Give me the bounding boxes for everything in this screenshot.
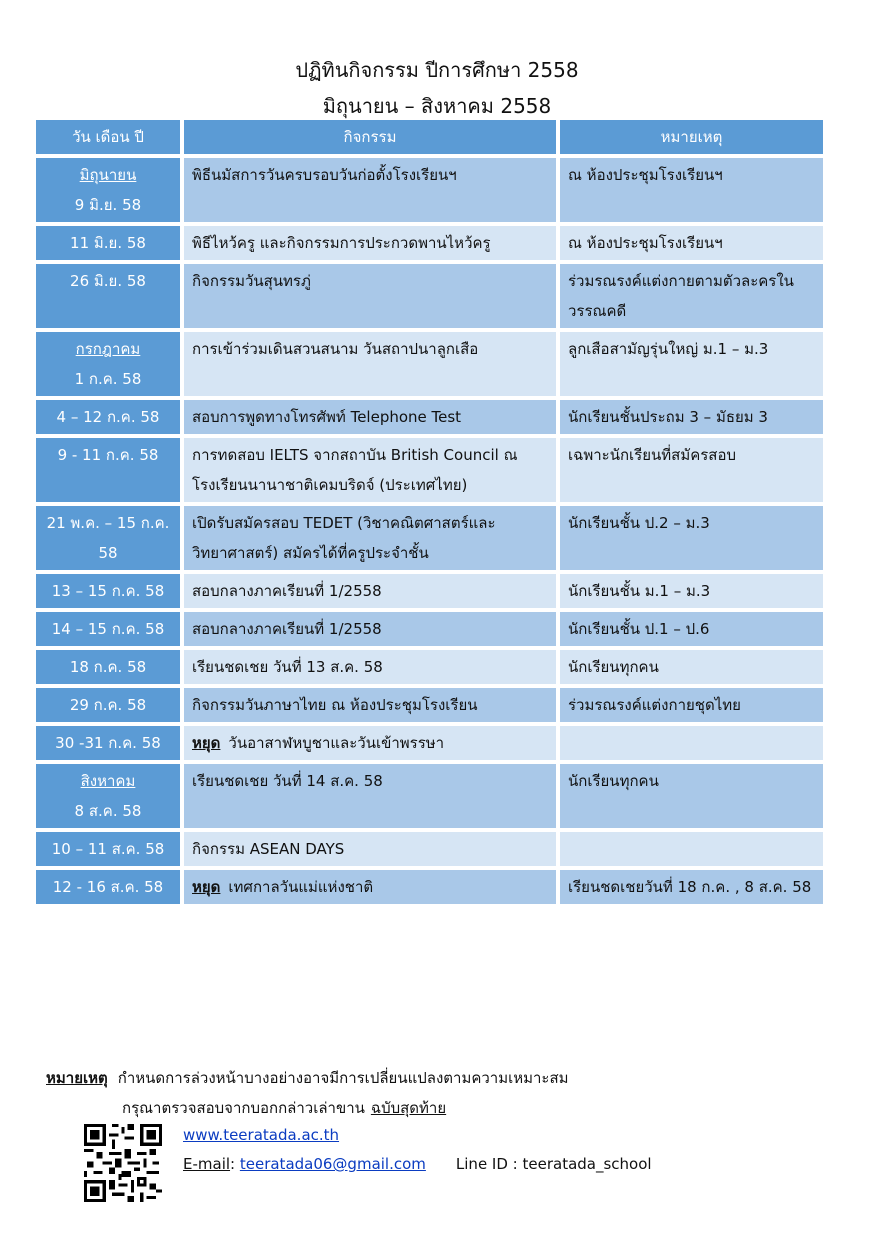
table-row [36,612,823,646]
date-text: 11 มิ.ย. 58 [70,234,146,252]
date-cell [36,574,180,608]
note-text: เฉพาะนักเรียนที่สมัครสอบ [568,446,736,464]
date-cell [36,726,180,760]
note-cell [560,870,823,904]
note-text: นักเรียนทุกคน [568,658,659,676]
note-text: นักเรียนทุกคน [568,772,659,790]
activity-cell [184,688,556,722]
remark-line [46,1066,569,1090]
note-text: นักเรียนชั้น ป.1 – ป.6 [568,620,710,638]
date-text: 9 - 11 ก.ค. 58 [57,446,159,464]
contact-line: E-mail: teeratada06@gmail.com Line ID : teeratada_school [183,1155,652,1173]
date-text: 18 ก.ค. 58 [69,658,147,676]
holiday-label: หยุด [192,878,221,896]
date-cell [36,226,180,260]
activity-cell [184,650,556,684]
note-text: ณ ห้องประชุมโรงเรียนฯ [568,234,723,252]
remark-text: กำหนดการล่วงหน้าบางอย่างอาจมีการเปลี่ยนแปลงตามความเหมาะสม [117,1069,569,1087]
note-text: ร่วมรณรงค์แต่งกายชุดไทย [568,696,741,714]
date-text: 30 -31 ก.ค. 58 [55,734,161,752]
activity-text: เรียนชดเชย วันที่ 13 ส.ค. 58 [192,658,383,676]
activity-text: สอบการพูดทางโทรศัพท์ Telephone Test [192,408,462,426]
date-text: 1 ก.ค. 58 [74,370,142,388]
note-text: ลูกเสือสามัญรุ่นใหญ่ ม.1 – ม.3 [568,340,769,358]
table-header-row [36,120,823,154]
date-cell [36,158,180,222]
activity-text: กิจกรรมวันสุนทรภู่ [192,272,311,290]
activity-text: วันอาสาฬหบูชาและวันเข้าพรรษา [228,734,445,752]
month-label: สิงหาคม [80,772,136,790]
note-cell [560,226,823,260]
date-cell [36,506,180,570]
date-cell [36,332,180,396]
activity-cell [184,870,556,904]
activity-calendar-table [32,116,827,908]
note-cell [560,400,823,434]
final-text: ฉบับสุดท้าย [370,1099,447,1117]
activity-text: กิจกรรมวันภาษาไทย ณ ห้องประชุมโรงเรียน [192,696,478,714]
date-text: 10 – 11 ส.ค. 58 [51,840,165,858]
check-line [122,1096,446,1120]
note-cell [560,158,823,222]
note-cell [560,506,823,570]
holiday-label: หยุด [192,734,221,752]
table-row [36,870,823,904]
activity-text: สอบกลางภาคเรียนที่ 1/2558 [192,582,382,600]
header-date: วัน เดือน ปี [36,120,180,154]
activity-cell [184,832,556,866]
table-row [36,506,823,570]
date-text: 12 - 16 ส.ค. 58 [52,878,164,896]
date-cell [36,438,180,502]
date-text: 9 มิ.ย. 58 [74,196,142,214]
date-text: 4 – 12 ก.ค. 58 [56,408,160,426]
table-row [36,764,823,828]
note-text: ณ ห้องประชุมโรงเรียนฯ [568,166,723,184]
date-text: 8 ส.ค. 58 [74,802,142,820]
note-cell [560,650,823,684]
page-title: ปฏิทินกิจกรรม ปีการศึกษา 2558 [295,58,579,82]
note-cell [560,612,823,646]
note-cell [560,332,823,396]
check-text: กรุณาตรวจสอบจากบอกกล่าวเล่าขาน [122,1099,365,1117]
activity-cell [184,574,556,608]
note-text: ร่วมรณรงค์แต่งกายตามตัวละครในวรรณคดี [568,272,794,320]
activity-cell [184,264,556,328]
date-cell [36,612,180,646]
note-cell [560,438,823,502]
date-cell [36,870,180,904]
activity-text: การทดสอบ IELTS จากสถาบัน British Council ณ โรงเรียนนานาชาติเคมบริดจ์ (ประเทศไทย) [192,446,518,494]
table-row [36,832,823,866]
activity-cell [184,764,556,828]
date-cell [36,400,180,434]
activity-text: เทศกาลวันแม่แห่งชาติ [228,878,374,896]
note-text: นักเรียนชั้น ม.1 – ม.3 [568,582,711,600]
activity-text: เรียนชดเชย วันที่ 14 ส.ค. 58 [192,772,383,790]
activity-text: การเข้าร่วมเดินสวนสนาม วันสถาปนาลูกเสือ [192,340,479,358]
website-link[interactable]: www.teeratada.ac.th [183,1126,340,1144]
note-text: นักเรียนชั้น ป.2 – ม.3 [568,514,710,532]
email-label: E-mail [183,1155,231,1173]
note-cell [560,726,823,760]
table-row [36,226,823,260]
note-text: นักเรียนชั้นประถม 3 – มัธยม 3 [568,408,768,426]
note-cell [560,764,823,828]
activity-cell [184,332,556,396]
month-label: กรกฎาคม [75,340,141,358]
note-cell [560,574,823,608]
activity-text: สอบกลางภาคเรียนที่ 1/2558 [192,620,382,638]
qr-code-icon [84,1124,162,1202]
note-cell [560,264,823,328]
date-text: 26 มิ.ย. 58 [70,272,146,290]
activity-cell [184,726,556,760]
table-row [36,574,823,608]
line-id: Line ID : teeratada_school [455,1155,652,1173]
table-row [36,332,823,396]
date-text: 29 ก.ค. 58 [69,696,147,714]
email-link[interactable]: teeratada06@gmail.com [239,1155,426,1173]
remark-label: หมายเหตุ [46,1069,108,1087]
activity-cell [184,158,556,222]
table-row [36,264,823,328]
activity-cell [184,438,556,502]
activity-text: เปิดรับสมัครสอบ TEDET (วิชาคณิตศาสตร์และวิทยาศาสตร์) สมัครได้ที่ครูประจำชั้น [192,514,496,562]
date-cell [36,832,180,866]
activity-text: กิจกรรม ASEAN DAYS [192,840,345,858]
note-text: เรียนชดเชยวันที่ 18 ก.ค. , 8 ส.ค. 58 [568,878,812,896]
table-row [36,688,823,722]
activity-text: พิธีนมัสการวันครบรอบวันก่อตั้งโรงเรียนฯ [192,166,457,184]
date-cell [36,764,180,828]
activity-cell [184,400,556,434]
date-text: 21 พ.ค. – 15 ก.ค. 58 [46,514,170,562]
page-subtitle: มิถุนายน – สิงหาคม 2558 [322,94,552,118]
date-cell [36,650,180,684]
date-text: 13 – 15 ก.ค. 58 [51,582,165,600]
table-row [36,158,823,222]
activity-cell [184,226,556,260]
table-row [36,400,823,434]
activity-cell [184,506,556,570]
date-text: 14 – 15 ก.ค. 58 [51,620,165,638]
date-cell [36,264,180,328]
note-cell [560,832,823,866]
activity-text: พิธีไหว้ครู และกิจกรรมการประกวดพานไหว้ครู [192,234,491,252]
table-row [36,726,823,760]
table-row [36,438,823,502]
activity-cell [184,612,556,646]
table-row [36,650,823,684]
date-cell [36,688,180,722]
note-cell [560,688,823,722]
header-note: หมายเหตุ [560,120,823,154]
month-label: มิถุนายน [79,166,137,184]
header-activity: กิจกรรม [184,120,556,154]
